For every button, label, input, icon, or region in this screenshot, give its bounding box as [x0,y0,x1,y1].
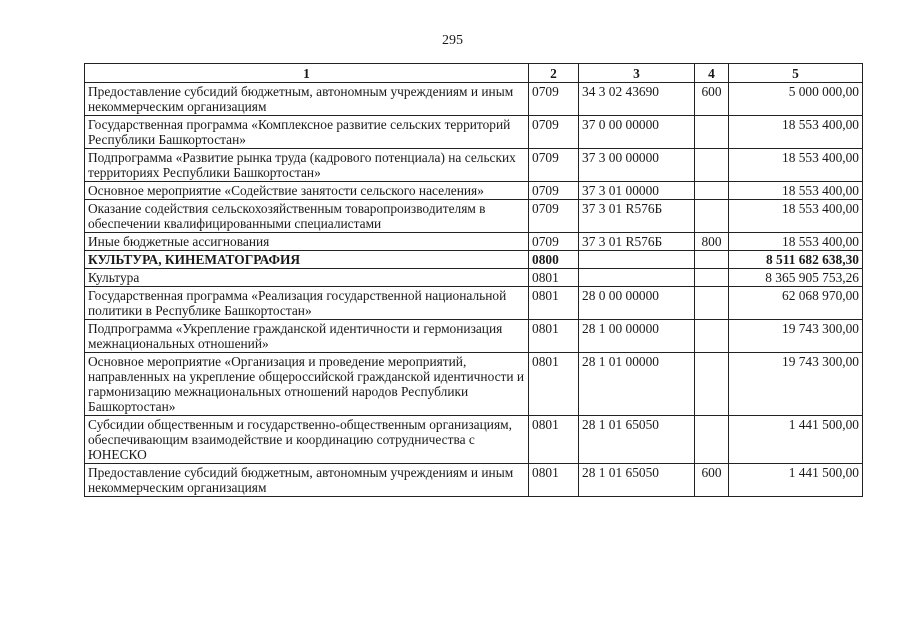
row-expense-cell [695,200,729,233]
row-target-cell: 37 3 01 R576Б [579,233,695,251]
row-amount-cell: 1 441 500,00 [729,464,863,497]
row-amount-cell: 5 000 000,00 [729,83,863,116]
row-name-cell: Государственная программа «Комплексное развитие сельских территорий Республики Башкортостан» [85,116,529,149]
row-expense-cell [695,353,729,416]
row-expense-cell [695,287,729,320]
row-name-cell: КУЛЬТУРА, КИНЕМАТОГРАФИЯ [85,251,529,269]
table-row [85,200,863,233]
header-col-3: 3 [579,64,695,83]
row-section-cell: 0709 [529,233,579,251]
row-target-cell: 28 1 01 65050 [579,416,695,464]
row-amount-cell: 18 553 400,00 [729,233,863,251]
row-name-cell: Основное мероприятие «Содействие занятости сельского населения» [85,182,529,200]
row-target-cell: 37 3 01 00000 [579,182,695,200]
row-expense-cell [695,149,729,182]
table-row [85,149,863,182]
row-amount-cell: 1 441 500,00 [729,416,863,464]
row-section-cell: 0709 [529,116,579,149]
row-section-cell: 0801 [529,287,579,320]
header-col-2: 2 [529,64,579,83]
row-section-cell: 0709 [529,149,579,182]
table-header-row [85,64,863,83]
row-name-cell: Подпрограмма «Развитие рынка труда (кадрового потенциала) на сельских территориях Республики Башкортостан» [85,149,529,182]
table-row [85,320,863,353]
row-target-cell: 28 1 00 00000 [579,320,695,353]
row-section-cell: 0800 [529,251,579,269]
row-expense-cell [695,320,729,353]
row-target-cell [579,269,695,287]
table-row [85,116,863,149]
row-section-cell: 0709 [529,83,579,116]
row-section-cell: 0801 [529,416,579,464]
row-name-cell: Иные бюджетные ассигнования [85,233,529,251]
row-amount-cell: 62 068 970,00 [729,287,863,320]
row-section-cell: 0709 [529,200,579,233]
row-expense-cell [695,116,729,149]
row-amount-cell: 8 365 905 753,26 [729,269,863,287]
row-name-cell: Субсидии общественным и государственно-общественным организациям, обеспечивающим взаимодействие и координацию сотрудничества с ЮНЕСКО [85,416,529,464]
row-amount-cell: 18 553 400,00 [729,116,863,149]
row-section-cell: 0801 [529,269,579,287]
table-row [85,251,863,269]
row-section-cell: 0801 [529,353,579,416]
header-col-1: 1 [85,64,529,83]
table-row [85,353,863,416]
row-target-cell: 37 3 01 R576Б [579,200,695,233]
row-target-cell: 28 1 01 65050 [579,464,695,497]
table-row [85,233,863,251]
row-amount-cell: 18 553 400,00 [729,149,863,182]
row-section-cell: 0709 [529,182,579,200]
row-expense-cell [695,416,729,464]
row-section-cell: 0801 [529,320,579,353]
page-number: 295 [442,33,463,48]
row-name-cell: Оказание содействия сельскохозяйственным товаропроизводителям в обеспечении квалифицированными специалистами [85,200,529,233]
header-col-4: 4 [695,64,729,83]
header-col-5: 5 [729,64,863,83]
row-expense-cell [695,269,729,287]
row-name-cell: Культура [85,269,529,287]
table-row [85,287,863,320]
row-expense-cell [695,251,729,269]
row-target-cell: 37 0 00 00000 [579,116,695,149]
row-amount-cell: 18 553 400,00 [729,182,863,200]
budget-table [84,63,863,497]
row-name-cell: Основное мероприятие «Организация и проведение мероприятий, направленных на укрепление общероссийской гражданской идентичности и гармонизацию межнациональных отношений народов Республики Башкортостан» [85,353,529,416]
row-target-cell: 28 1 01 00000 [579,353,695,416]
row-target-cell [579,251,695,269]
table-row [85,464,863,497]
row-amount-cell: 19 743 300,00 [729,320,863,353]
row-amount-cell: 18 553 400,00 [729,200,863,233]
table-row [85,416,863,464]
row-amount-cell: 19 743 300,00 [729,353,863,416]
table-row [85,83,863,116]
row-name-cell: Государственная программа «Реализация государственной национальной политики в Республике Башкортостан» [85,287,529,320]
row-target-cell: 37 3 00 00000 [579,149,695,182]
row-name-cell: Предоставление субсидий бюджетным, автономным учреждениям и иным некоммерческим организациям [85,464,529,497]
row-name-cell: Подпрограмма «Укрепление гражданской идентичности и гермонизация межнациональных отношений» [85,320,529,353]
table-row [85,269,863,287]
row-expense-cell: 600 [695,464,729,497]
row-target-cell: 34 3 02 43690 [579,83,695,116]
row-name-cell: Предоставление субсидий бюджетным, автономным учреждениям и иным некоммерческим организациям [85,83,529,116]
row-section-cell: 0801 [529,464,579,497]
row-expense-cell: 800 [695,233,729,251]
row-target-cell: 28 0 00 00000 [579,287,695,320]
table-row [85,182,863,200]
row-expense-cell: 600 [695,83,729,116]
row-expense-cell [695,182,729,200]
row-amount-cell: 8 511 682 638,30 [729,251,863,269]
